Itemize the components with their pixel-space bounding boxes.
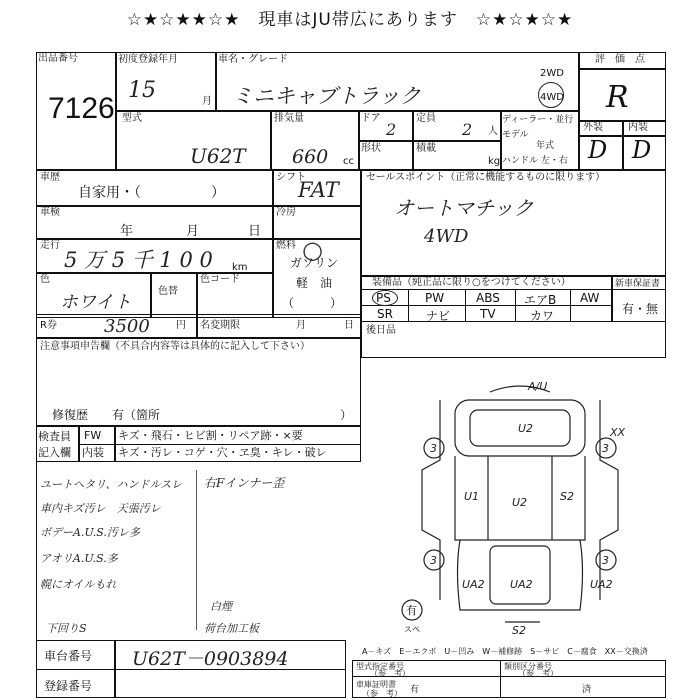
note-6: 幌にオイルもれ <box>40 578 117 591</box>
entry-label: 記入欄 <box>38 446 71 459</box>
displacement-value: 660 <box>292 146 329 168</box>
equip-ps-circle <box>372 290 398 306</box>
designated-label: 型式指定番号 <box>356 662 404 671</box>
cert-label: 車庫証明書 <box>356 680 396 689</box>
equip-abs: ABS <box>476 291 500 305</box>
warranty-label: 新車保証書 <box>615 279 661 289</box>
selling-point-box <box>361 170 666 276</box>
inspection-label: 車検 <box>40 207 60 218</box>
name-limit-day: 日 <box>344 320 354 331</box>
inspection-day: 日 <box>248 224 262 239</box>
interior-label: 内装 <box>628 122 648 133</box>
exterior-value: D <box>588 136 608 164</box>
shift-label: シフト <box>276 172 306 183</box>
car-name-label: 車名・グレード <box>218 54 288 65</box>
4wd-label: 4WD <box>540 92 564 103</box>
mark-ua2-right: UA2 <box>590 578 613 591</box>
capacity-label: 定員 <box>416 113 436 124</box>
model-label: 型式 <box>122 113 142 124</box>
history-value: 自家用・（ ） <box>78 185 225 201</box>
car-name-value: ミニキャブトラック <box>232 84 421 108</box>
equip-pw: PW <box>425 291 445 305</box>
equip-sr: SR <box>377 307 393 321</box>
notes-label: 注意事項申告欄（不具合内容等は具体的に記入して下さい） <box>40 341 310 352</box>
score-value: R <box>606 80 629 115</box>
exterior-label: 外装 <box>583 122 603 133</box>
note-3: 車内キズ汚レ 天張汚レ <box>40 502 161 515</box>
fuel-label: 燃料 <box>276 240 296 251</box>
category-label: 類別区分番号 <box>504 662 552 671</box>
mark-ua2-center: UA2 <box>510 578 533 591</box>
history-label: 車歴 <box>40 172 60 183</box>
kg-label: kg <box>488 156 501 167</box>
equip-tv: TV <box>480 307 496 321</box>
page-title: ☆★☆★★☆★ 現車はJU帯広にあります ☆★☆★☆★ <box>126 10 574 30</box>
color-label: 色 <box>40 274 50 285</box>
mark-3-front-left: 3 <box>430 442 437 455</box>
mark-s2: S2 <box>560 490 574 503</box>
mark-3-rear-right: 3 <box>602 554 609 567</box>
fw-items: キズ・飛石・ヒビ割・リペア跡・×要 <box>118 429 303 442</box>
note-7: 下回りS <box>46 622 87 635</box>
dealer-label: ディーラー・並行 <box>502 115 574 125</box>
note-1: ユートヘタリ、ハンドルスレ <box>40 478 183 491</box>
mark-u2-center: U2 <box>512 496 528 509</box>
mark-s2-bottom: S2 <box>512 624 526 637</box>
model-value: U62T <box>190 144 246 168</box>
2wd-label: 2WD <box>540 68 564 79</box>
mark-u1: U1 <box>464 490 480 503</box>
color-code-label: 色コード <box>200 274 240 285</box>
equip-aw: AW <box>580 291 600 305</box>
name-limit-month: 月 <box>296 320 306 331</box>
inspector-label: 検査員 <box>38 430 71 443</box>
name-limit-label: 名変期限 <box>200 320 240 331</box>
4wd-circle <box>538 82 564 108</box>
recycle-value: 3500 <box>104 316 150 337</box>
doors-value: 2 <box>386 120 397 139</box>
warranty-value: 有・無 <box>622 302 659 316</box>
equipment-label: 装備品（純正品に限り○をつけてください） <box>372 277 571 288</box>
equip-airbag: エアB <box>524 293 557 307</box>
note-8: 白煙 <box>210 600 232 613</box>
displacement-label: 排気量 <box>274 113 304 124</box>
mark-ua2-left: UA2 <box>462 578 485 591</box>
mileage-label: 走行 <box>40 240 60 251</box>
inspection-month: 月 <box>186 224 200 239</box>
shift-value: FAT <box>298 178 339 202</box>
interior-row-label: 内装 <box>82 446 104 459</box>
light-oil-label: 軽 油 <box>296 276 333 290</box>
mark-au-top: A/U <box>528 380 548 393</box>
fuel-circle: ○ <box>302 236 323 264</box>
shape-label: 形状 <box>361 143 381 154</box>
people-label: 人 <box>488 126 498 137</box>
reg-year-value: 15 <box>128 78 156 103</box>
fw-label: FW <box>84 429 102 442</box>
cooling-label: 冷房 <box>276 207 296 218</box>
chassis-label: 車台番号 <box>44 649 93 663</box>
mark-u2-front: U2 <box>518 422 534 435</box>
km-label: km <box>232 262 248 273</box>
score-label: 評 価 点 <box>595 54 645 65</box>
color-value: ホワイト <box>60 292 132 313</box>
gasoline-label: ガソリン <box>290 256 339 270</box>
cc-label: cc <box>343 156 354 167</box>
designated-ref: （参 考） <box>370 669 410 678</box>
selling-label: セールスポイント（正常に機能するものに限ります） <box>366 172 606 183</box>
spare-label: スペ <box>404 625 420 634</box>
color-change-label: 色替 <box>158 286 178 297</box>
handle-label: ハンドル 左・右 <box>502 156 568 166</box>
cert-done: 済 <box>582 685 592 695</box>
registration-label: 登録番号 <box>44 679 93 693</box>
interior-value: D <box>632 136 652 164</box>
chassis-value: U62T－0903894 <box>132 648 289 670</box>
recycle-row <box>36 314 361 338</box>
reg-year-label: 初度登録年月 <box>118 54 178 65</box>
equip-leather: カワ <box>530 309 555 323</box>
lot-label: 出品番号 <box>38 53 78 64</box>
note-5: アオリA.U.S.多 <box>40 552 118 565</box>
capacity-value: 2 <box>462 120 473 139</box>
repair-label: 修復歴 有（箇所 ） <box>52 408 353 422</box>
selling-value-1: オートマチック <box>394 196 534 220</box>
note-9: 荷台加工板 <box>204 622 259 635</box>
note-4: ボデーA.U.S.汚レ多 <box>40 526 140 539</box>
fuel-paren: （ ） <box>282 296 343 310</box>
equip-navi: ナビ <box>426 309 451 323</box>
reg-month-label: 月 <box>202 96 212 107</box>
mileage-value: 5 万 5 千 1 0 0 <box>64 248 213 272</box>
cert-yes: 有 <box>410 685 420 695</box>
model-year-label: モデル <box>502 130 529 140</box>
selling-value-2: 4WD <box>424 226 469 247</box>
legend: A－キズ E－エクボ U－凹み W－補修跡 S－サビ C－腐食 XX－交換済 <box>362 647 648 656</box>
vehicle-diagram <box>400 370 670 640</box>
category-ref: （参 考） <box>518 669 558 678</box>
yen-label: 円 <box>176 320 186 331</box>
later-items-box <box>361 322 666 358</box>
mark-3-rear-left: 3 <box>430 554 437 567</box>
load-label: 積載 <box>416 143 436 154</box>
mark-xx: XX <box>610 426 626 439</box>
interior-items: キズ・汚レ・コゲ・穴・ヱ臭・キレ・破レ <box>118 446 327 459</box>
spare-mark: 有 <box>406 604 417 617</box>
doors-label: ドア <box>361 113 381 124</box>
note-2: 右Fインナー歪 <box>204 476 285 490</box>
lot-number: 7126 <box>48 92 115 125</box>
equip-ps: PS <box>376 291 391 305</box>
cert-ref: （参 考） <box>362 689 402 698</box>
inspection-year: 年 <box>120 224 134 239</box>
back-seat-label: 後日品 <box>366 325 396 336</box>
mark-3-front-right: 3 <box>602 442 609 455</box>
recycle-label: R券 <box>40 320 57 331</box>
model-year-label2: 年式 <box>536 141 555 151</box>
